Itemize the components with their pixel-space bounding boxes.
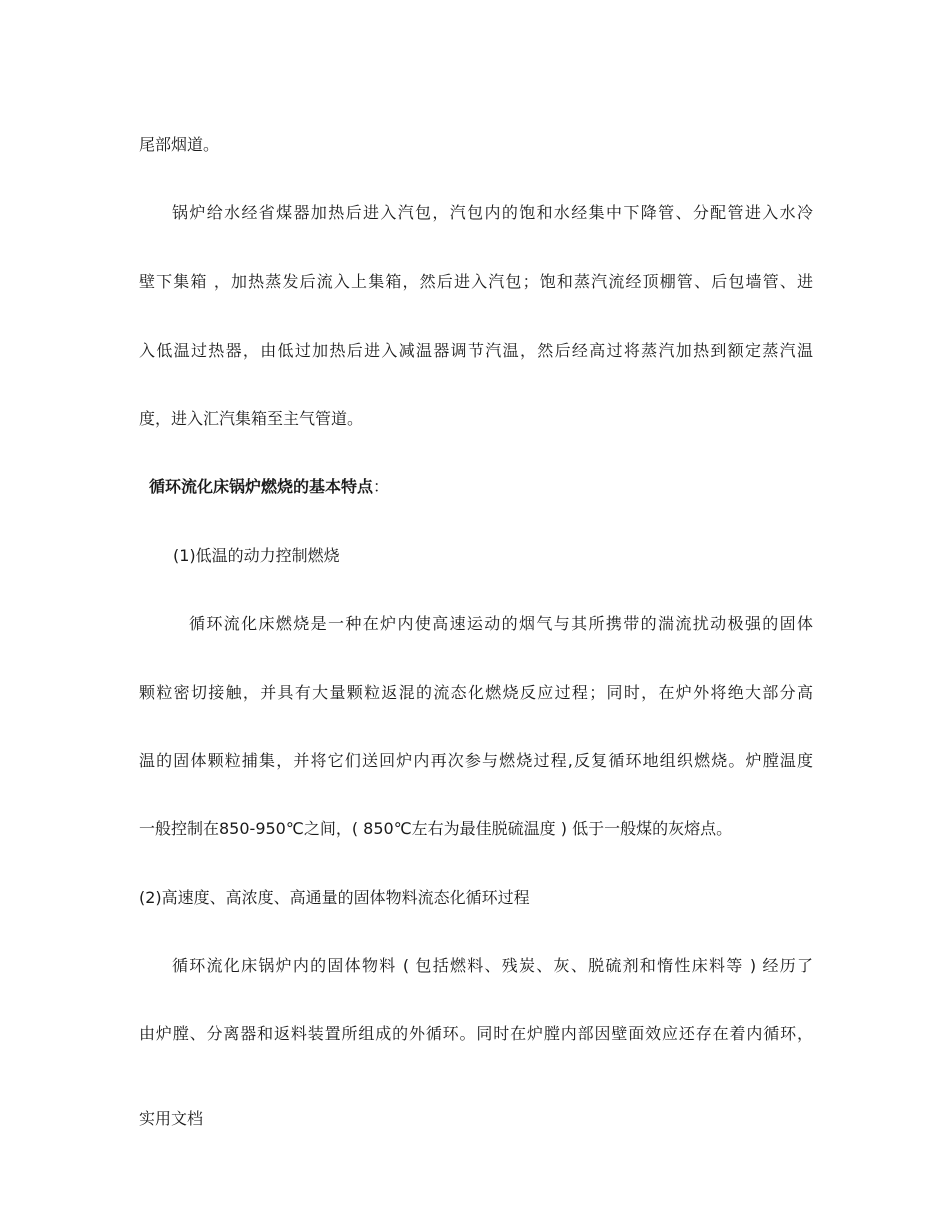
subsection-heading: (1)低温的动力控制燃烧 — [173, 546, 340, 565]
paragraph-line: 壁下集箱 ，加热蒸发后流入上集箱，然后进入汽包；饱和蒸汽流经顶棚管、后包墙管、进 — [139, 272, 813, 291]
paragraph-line: 温的固体颗粒捕集，并将它们送回炉内再次参与燃烧过程,反复循环地组织燃烧。炉膛温度 — [139, 751, 813, 770]
section-heading-colon: ： — [373, 477, 390, 496]
section-heading — [149, 475, 449, 499]
paragraph-line: 一般控制在850-950℃之间，( 850℃左右为最佳脱硫温度 ) 低于一般煤的灰熔点。 — [139, 819, 733, 838]
paragraph-line: 颗粒密切接触，并具有大量颗粒返混的流态化燃烧反应过程；同时，在炉外将绝大部分高 — [139, 683, 813, 702]
paragraph-line: 循环流化床锅炉内的固体物料 ( 包括燃料、残炭、灰、脱硫剂和惰性床料等 ) 经历了 — [172, 956, 813, 975]
paragraph-line: 入低温过热器，由低过加热后进入减温器调节汽温，然后经高过将蒸汽加热到额定蒸汽温 — [139, 341, 813, 360]
section-heading-text: 循环流化床锅炉燃烧的基本特点 — [149, 477, 374, 496]
subsection-heading: (2)高速度、高浓度、高通量的固体物料流态化循环过程 — [139, 888, 530, 907]
page-footer: 实用文档 — [139, 1109, 204, 1128]
paragraph-line: 锅炉给水经省煤器加热后进入汽包，汽包内的饱和水经集中下降管、分配管进入水冷 — [172, 203, 813, 222]
paragraph-line: 由炉膛、分离器和返料装置所组成的外循环。同时在炉膛内部因壁面效应还存在着内循环， — [139, 1024, 813, 1043]
paragraph-line: 尾部烟道。 — [139, 135, 220, 154]
paragraph-line: 循环流化床燃烧是一种在炉内使高速运动的烟气与其所携带的湍流扰动极强的固体 — [189, 614, 813, 633]
paragraph-line: 度，进入汇汽集箱至主气管道。 — [139, 409, 364, 428]
